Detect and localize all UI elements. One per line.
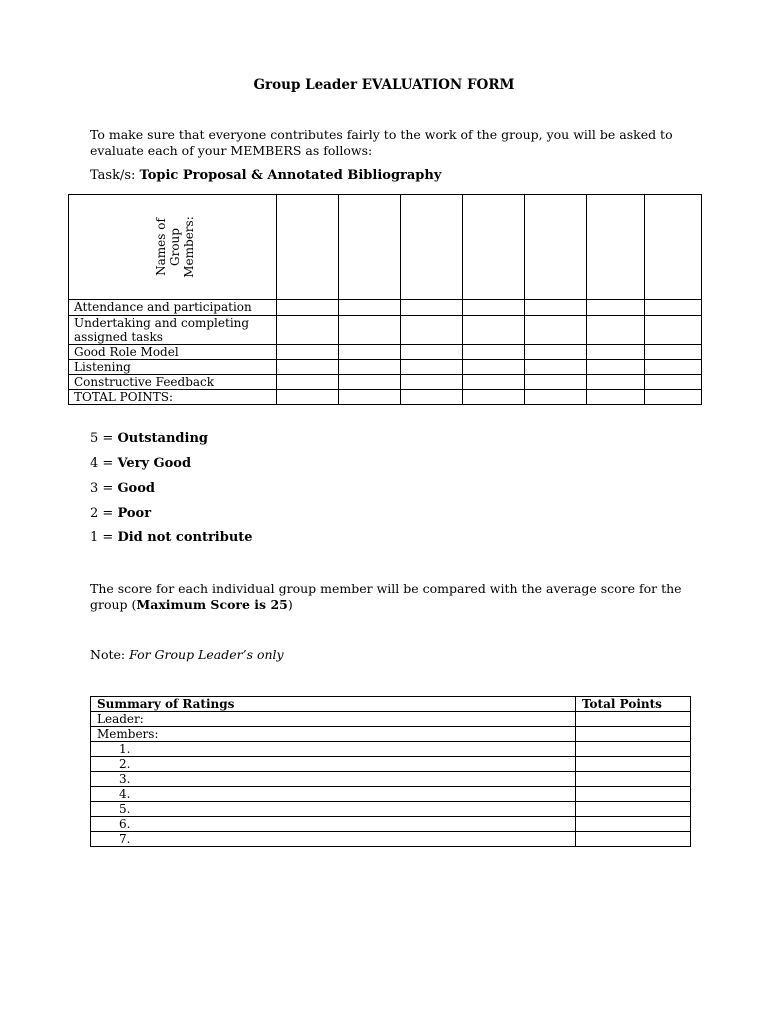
max-score: Maximum Score is 25 (136, 597, 288, 612)
score-cell[interactable] (401, 375, 463, 390)
score-cell[interactable] (277, 375, 339, 390)
summary-points-cell[interactable] (576, 772, 691, 787)
summary-header-row (91, 697, 691, 712)
score-cell[interactable] (277, 300, 339, 316)
scale-number: 2 = (90, 506, 114, 521)
member-name-cell[interactable] (587, 195, 645, 300)
summary-row (91, 817, 691, 832)
summary-row (91, 712, 691, 727)
score-cell[interactable] (587, 345, 645, 360)
score-cell[interactable] (587, 300, 645, 316)
header-line-1: Names of (154, 218, 168, 276)
table-row (69, 390, 702, 405)
score-cell[interactable] (463, 316, 525, 345)
summary-label: 1. (91, 742, 576, 757)
score-cell[interactable] (401, 345, 463, 360)
score-cell[interactable] (463, 375, 525, 390)
summary-row (91, 727, 691, 742)
score-cell[interactable] (525, 300, 587, 316)
summary-label: 5. (91, 802, 576, 817)
summary-table (90, 696, 691, 847)
score-cell[interactable] (401, 300, 463, 316)
note-line (90, 647, 284, 662)
score-cell[interactable] (401, 360, 463, 375)
member-name-cell[interactable] (645, 195, 702, 300)
summary-header: Summary of Ratings (91, 697, 576, 712)
scale-label: Very Good (117, 456, 192, 471)
task-line (90, 168, 441, 183)
criterion-label: TOTAL POINTS: (69, 390, 277, 405)
score-cell[interactable] (277, 345, 339, 360)
table-header-row (69, 195, 702, 300)
criterion-label: Constructive Feedback (69, 375, 277, 390)
score-cell[interactable] (587, 360, 645, 375)
summary-points-cell[interactable] (576, 817, 691, 832)
score-cell[interactable] (525, 316, 587, 345)
summary-points-cell[interactable] (576, 757, 691, 772)
scale-item (90, 456, 191, 471)
score-cell[interactable] (463, 345, 525, 360)
summary-row (91, 832, 691, 847)
score-cell[interactable] (525, 345, 587, 360)
scale-number: 4 = (90, 456, 114, 471)
criterion-label: Good Role Model (69, 345, 277, 360)
names-header-cell (69, 195, 277, 300)
scale-item (90, 481, 155, 496)
scale-number: 5 = (90, 431, 114, 446)
member-name-cell[interactable] (525, 195, 587, 300)
total-cell[interactable] (401, 390, 463, 405)
score-cell[interactable] (525, 375, 587, 390)
scale-number: 1 = (90, 530, 114, 545)
score-paragraph (90, 581, 690, 613)
total-points-header: Total Points (576, 697, 691, 712)
scale-number: 3 = (90, 481, 114, 496)
score-text-end: ) (287, 597, 293, 612)
member-name-cell[interactable] (401, 195, 463, 300)
total-cell[interactable] (587, 390, 645, 405)
score-cell[interactable] (339, 316, 401, 345)
score-cell[interactable] (277, 360, 339, 375)
table-row (69, 300, 702, 316)
scale-item (90, 506, 151, 521)
score-cell[interactable] (587, 375, 645, 390)
note-label: Note: (90, 647, 126, 662)
score-cell[interactable] (645, 360, 702, 375)
score-cell[interactable] (463, 360, 525, 375)
summary-row (91, 757, 691, 772)
intro-text: To make sure that everyone contributes fairly to the work of the group, you will be asked to evaluate each of your MEMBERS as follows: (90, 127, 673, 158)
evaluation-table (68, 194, 702, 405)
summary-label: 7. (91, 832, 576, 847)
score-cell[interactable] (339, 375, 401, 390)
summary-row (91, 802, 691, 817)
summary-points-cell[interactable] (576, 787, 691, 802)
criterion-label: Undertaking and completing assigned tasks (69, 316, 277, 345)
score-cell[interactable] (277, 316, 339, 345)
total-cell[interactable] (277, 390, 339, 405)
summary-label: 6. (91, 817, 576, 832)
names-header-label (154, 216, 196, 278)
scale-item (90, 431, 208, 446)
score-cell[interactable] (339, 345, 401, 360)
scale-label: Poor (117, 506, 152, 521)
total-cell[interactable] (339, 390, 401, 405)
summary-points-cell[interactable] (576, 802, 691, 817)
score-cell[interactable] (525, 360, 587, 375)
member-name-cell[interactable] (463, 195, 525, 300)
summary-label: 4. (91, 787, 576, 802)
score-cell[interactable] (463, 300, 525, 316)
score-cell[interactable] (645, 316, 702, 345)
summary-points-cell[interactable] (576, 742, 691, 757)
score-cell[interactable] (339, 300, 401, 316)
criterion-label: Attendance and participation (69, 300, 277, 316)
criterion-label: Listening (69, 360, 277, 375)
summary-row (91, 742, 691, 757)
task-label: Task/s: (90, 168, 136, 183)
total-cell[interactable] (463, 390, 525, 405)
scale-item (90, 530, 253, 545)
summary-label: Members: (91, 727, 576, 742)
scale-label: Good (117, 481, 155, 496)
total-cell[interactable] (525, 390, 587, 405)
summary-label: 3. (91, 772, 576, 787)
summary-label: 2. (91, 757, 576, 772)
score-cell[interactable] (645, 300, 702, 316)
table-row (69, 360, 702, 375)
score-cell[interactable] (401, 316, 463, 345)
summary-row (91, 772, 691, 787)
score-text: The score for each individual group member will be compared with the average score for the group ( (90, 581, 682, 612)
total-cell[interactable] (645, 390, 702, 405)
header-line-3: Members: (182, 216, 196, 278)
task-value: Topic Proposal & Annotated Bibliography (139, 168, 442, 183)
summary-points-cell[interactable] (576, 712, 691, 727)
scale-label: Outstanding (117, 431, 208, 446)
member-name-cell[interactable] (339, 195, 401, 300)
note-value: For Group Leader’s only (129, 647, 284, 662)
score-cell[interactable] (339, 360, 401, 375)
form-title: Group Leader EVALUATION FORM (253, 77, 515, 93)
score-cell[interactable] (587, 316, 645, 345)
summary-points-cell[interactable] (576, 727, 691, 742)
table-row (69, 375, 702, 390)
score-cell[interactable] (645, 375, 702, 390)
table-row (69, 316, 702, 345)
summary-label: Leader: (91, 712, 576, 727)
member-name-cell[interactable] (277, 195, 339, 300)
scale-label: Did not contribute (117, 530, 253, 545)
header-line-2: Group (168, 228, 182, 266)
summary-row (91, 787, 691, 802)
score-cell[interactable] (645, 345, 702, 360)
summary-points-cell[interactable] (576, 832, 691, 847)
table-row (69, 345, 702, 360)
